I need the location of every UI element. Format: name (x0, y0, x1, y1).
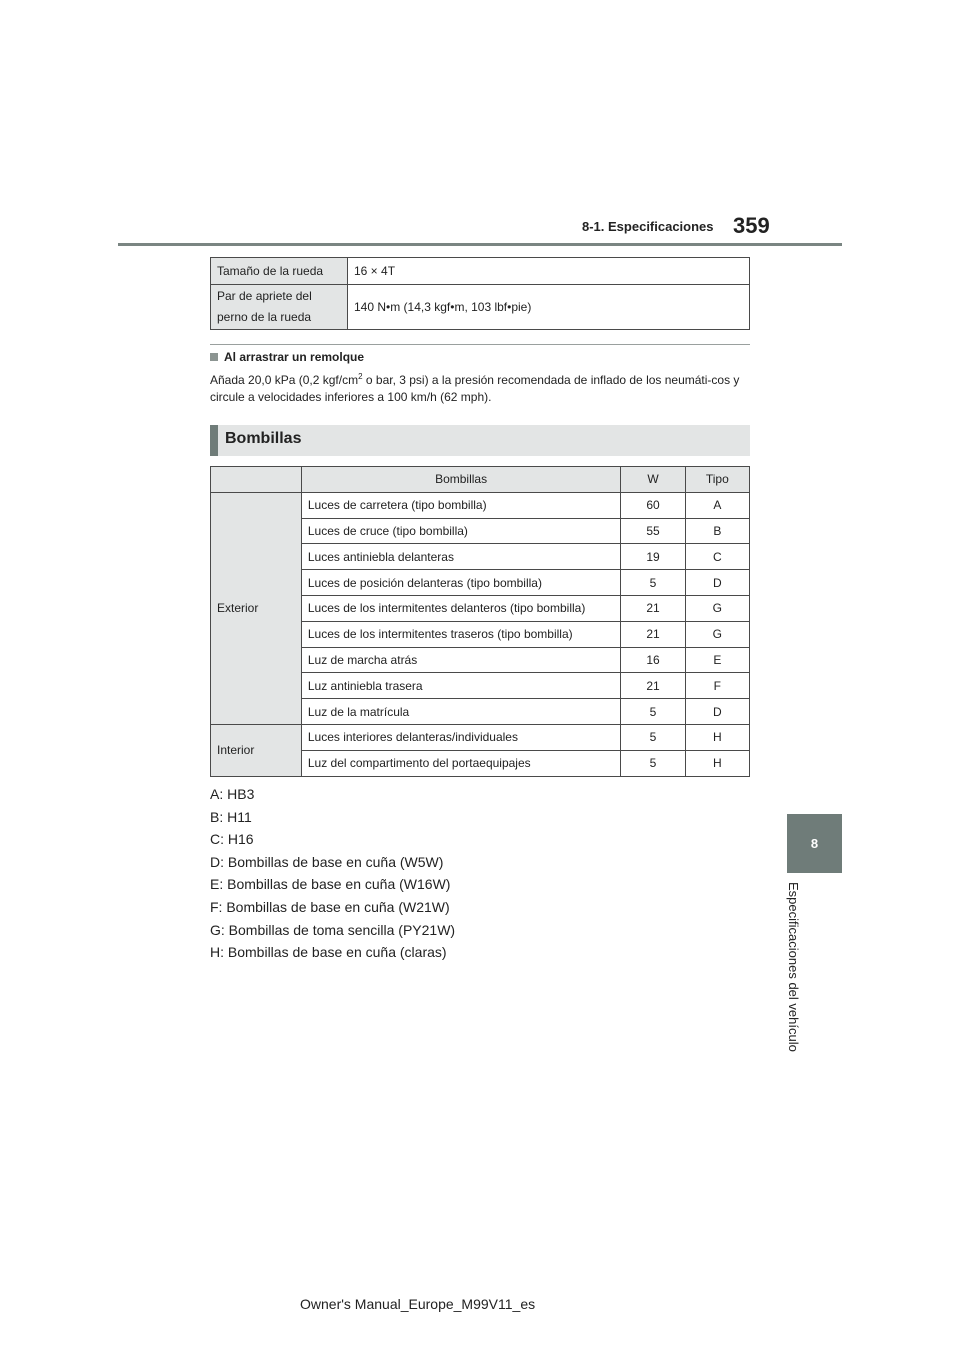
table-row (211, 258, 750, 285)
table-row (211, 492, 750, 518)
group-cell: Exterior (211, 492, 302, 724)
bulb-name-cell: Luz de marcha atrás (301, 647, 621, 673)
chapter-side-label (768, 882, 818, 1082)
bulb-name-cell: Luces de carretera (tipo bombilla) (301, 492, 621, 518)
column-header: Bombillas (301, 467, 621, 493)
column-header (211, 467, 302, 493)
bulb-name-cell: Luces interiores delanteras/individuales (301, 724, 621, 750)
bulb-name-cell: Luces de cruce (tipo bombilla) (301, 518, 621, 544)
legend-item: F: Bombillas de base en cuña (W21W) (210, 898, 450, 915)
bulb-name-cell: Luces de los intermitentes delanteros (tipo bombilla) (301, 595, 621, 621)
legend-item: B: H11 (210, 808, 252, 825)
legend-item: E: Bombillas de base en cuña (W16W) (210, 876, 451, 893)
section-accent (210, 425, 218, 456)
paragraph-text: Añada 20,0 kPa (0,2 kgf/cm (210, 373, 359, 387)
divider (210, 344, 750, 345)
label-line: perno de la rueda (217, 310, 312, 324)
bulb-name-cell: Luz del compartimento del portaequipajes (301, 750, 621, 776)
bulb-type-legend (210, 783, 455, 964)
wattage-cell: 21 (621, 673, 685, 699)
label-line: Par de apriete del (217, 289, 312, 303)
footer-text: Owner's Manual_Europe_M99V11_es (300, 1296, 536, 1312)
wattage-cell: 16 (621, 647, 685, 673)
bulb-name-cell: Luz de la matrícula (301, 699, 621, 725)
column-header: W (621, 467, 685, 493)
legend-item: G: Bombillas de toma sencilla (PY21W) (210, 921, 456, 938)
wattage-cell: 5 (621, 699, 685, 725)
table-value-cell: 16 × 4T (348, 258, 750, 285)
section-heading-bar (210, 425, 750, 456)
wattage-cell: 60 (621, 492, 685, 518)
table-label-cell (211, 285, 348, 330)
table-row (211, 285, 750, 330)
wattage-cell: 5 (621, 724, 685, 750)
type-cell: H (685, 724, 749, 750)
chapter-tab[interactable] (787, 814, 842, 873)
legend-item: C: H16 (210, 831, 254, 848)
type-cell: C (685, 544, 749, 570)
bulbs-table (210, 466, 750, 777)
subheading (210, 350, 364, 364)
bulb-name-cell: Luces de los intermitentes traseros (tipo bombilla) (301, 621, 621, 647)
wattage-cell: 55 (621, 518, 685, 544)
type-cell: D (685, 570, 749, 596)
legend-item: H: Bombillas de base en cuña (claras) (210, 944, 447, 961)
group-cell: Interior (211, 724, 302, 776)
wattage-cell: 21 (621, 621, 685, 647)
chapter-number: 8 (810, 836, 819, 851)
square-bullet-icon (210, 353, 218, 361)
type-cell: G (685, 595, 749, 621)
wattage-cell: 5 (621, 570, 685, 596)
table-label-cell: Tamaño de la rueda (211, 258, 348, 285)
section-title: 8-1. Especificaciones (582, 219, 714, 234)
chapter-title: Especificaciones del vehículo (786, 882, 801, 1052)
type-cell: F (685, 673, 749, 699)
bulb-name-cell: Luz antiniebla trasera (301, 673, 621, 699)
superscript: 2 (358, 372, 363, 381)
type-cell: B (685, 518, 749, 544)
type-cell: A (685, 492, 749, 518)
table-value-cell: 140 N•m (14,3 kgf•m, 103 lbf•pie) (348, 285, 750, 330)
type-cell: D (685, 699, 749, 725)
wattage-cell: 21 (621, 595, 685, 621)
legend-item: D: Bombillas de base en cuña (W5W) (210, 853, 444, 870)
towing-paragraph (210, 372, 755, 406)
subheading-text: Al arrastrar un remolque (224, 350, 365, 364)
table-header-row (211, 467, 750, 493)
bulb-name-cell: Luces de posición delanteras (tipo bombilla) (301, 570, 621, 596)
legend-item: A: HB3 (210, 786, 255, 802)
header-divider (118, 243, 842, 246)
section-heading: Bombillas (225, 430, 302, 447)
column-header: Tipo (685, 467, 749, 493)
wheel-spec-table (210, 257, 750, 330)
type-cell: H (685, 750, 749, 776)
wattage-cell: 5 (621, 750, 685, 776)
type-cell: E (685, 647, 749, 673)
page-number: 359 (733, 213, 770, 238)
wattage-cell: 19 (621, 544, 685, 570)
bulb-name-cell: Luces antiniebla delanteras (301, 544, 621, 570)
type-cell: G (685, 621, 749, 647)
table-row (211, 724, 750, 750)
paragraph-text: o bar, 3 psi) a la presión recomendada de inflado de los neumáti-cos y circule a velocidades inferiores a 100 km/h (62 mph). (210, 373, 740, 404)
